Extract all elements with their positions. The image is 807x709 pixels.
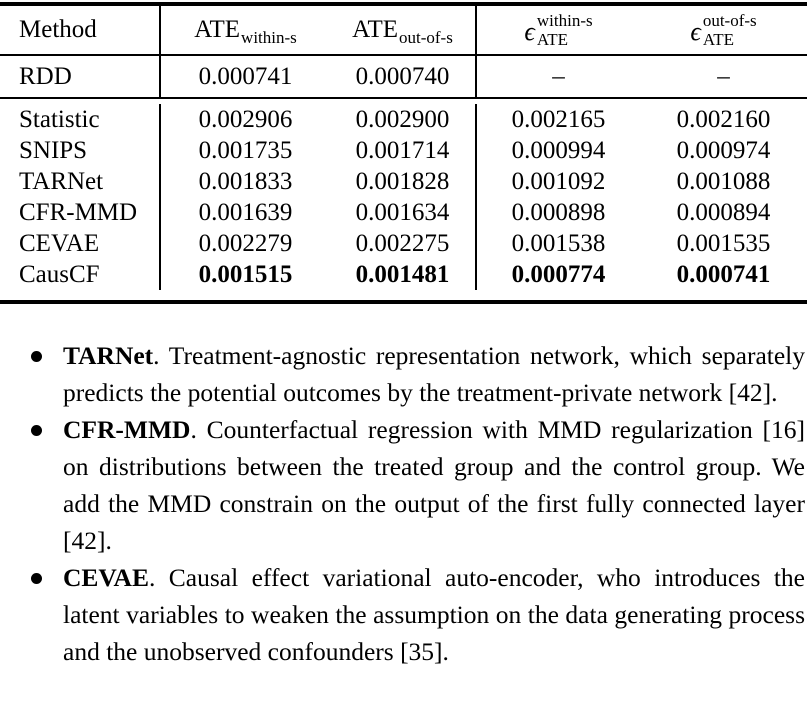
baselines-list bbox=[0, 337, 807, 670]
method-name: TARNet bbox=[19, 167, 104, 195]
method-name: CEVAE bbox=[19, 229, 100, 257]
table-row bbox=[0, 197, 807, 228]
method-name: RDD bbox=[19, 62, 72, 90]
value-cell: 0.001481 bbox=[330, 259, 477, 290]
value-cell: 0.000740 bbox=[330, 56, 477, 97]
value-cell: 0.000974 bbox=[676, 136, 771, 164]
value-cell: 0.001639 bbox=[198, 198, 293, 226]
list-item-cevae bbox=[0, 559, 807, 670]
row-method-cell bbox=[0, 104, 161, 135]
row-method-cell bbox=[0, 197, 161, 228]
method-term: CFR-MMD bbox=[63, 415, 191, 444]
value-cell: 0.000741 bbox=[676, 260, 771, 288]
header-method bbox=[0, 6, 161, 54]
bullet-icon bbox=[31, 351, 42, 362]
value-cell: – bbox=[552, 62, 565, 90]
bullet-icon bbox=[31, 425, 42, 436]
value-cell: 0.000774 bbox=[511, 260, 606, 288]
ate-label: ATE bbox=[352, 16, 398, 43]
value-cell: 0.000741 bbox=[198, 62, 293, 90]
value-cell: 0.001092 bbox=[511, 167, 606, 195]
value-cell: 0.001634 bbox=[330, 197, 477, 228]
value-cell: 0.002279 bbox=[198, 229, 293, 257]
value-cell: 0.002900 bbox=[330, 104, 477, 135]
results-table bbox=[0, 0, 807, 304]
method-description: . Counterfactual regression with MMD regularization [16] on distributions between the treated group and the control group. We add the MMD constrain on the output of the first fully connected layer [42]. bbox=[63, 415, 805, 555]
method-name: SNIPS bbox=[19, 136, 88, 164]
row-method-cell bbox=[0, 56, 161, 97]
method-term: TARNet bbox=[63, 341, 154, 370]
method-description: . Treatment-agnostic representation network, which separately predicts the potential outcomes by the treatment-private network [42]. bbox=[63, 341, 805, 407]
value-cell: 0.001714 bbox=[330, 135, 477, 166]
method-term: CEVAE bbox=[63, 563, 149, 592]
header-ate-within bbox=[161, 6, 330, 54]
method-description: . Causal effect variational auto-encoder, who introduces the latent variables to weaken the assumption on the data generating process and the unobserved confounders [35]. bbox=[63, 563, 805, 666]
header-ate-outofs bbox=[330, 6, 477, 54]
value-cell: 0.002160 bbox=[676, 105, 771, 133]
epsilon-symbol: ϵ bbox=[690, 17, 701, 46]
table-body bbox=[0, 99, 807, 300]
value-cell: 0.001088 bbox=[676, 167, 771, 195]
bullet-icon bbox=[31, 573, 42, 584]
epsilon-symbol: ϵ bbox=[524, 17, 535, 46]
table-row bbox=[0, 228, 807, 259]
row-method-cell bbox=[0, 135, 161, 166]
table-bottom-rule bbox=[0, 300, 807, 304]
ate-outofs-subscript: out-of-s bbox=[399, 28, 453, 47]
eps-ate-subscript: ATE bbox=[702, 30, 734, 49]
table-row-rdd bbox=[0, 56, 807, 97]
eps-outofs-superscript: out-of-s bbox=[702, 11, 757, 30]
table-row bbox=[0, 135, 807, 166]
value-cell: 0.001515 bbox=[198, 260, 293, 288]
table-row-causcf bbox=[0, 259, 807, 290]
ate-within-subscript: within-s bbox=[241, 28, 297, 47]
value-cell: 0.002275 bbox=[330, 228, 477, 259]
method-name: CFR-MMD bbox=[19, 198, 138, 226]
value-cell: 0.000894 bbox=[676, 198, 771, 226]
header-eps-outofs bbox=[640, 6, 807, 54]
value-cell: 0.000994 bbox=[511, 136, 606, 164]
row-method-cell bbox=[0, 166, 161, 197]
list-item-cfr-mmd bbox=[0, 411, 807, 559]
value-cell: 0.002165 bbox=[511, 105, 606, 133]
value-cell: 0.002906 bbox=[198, 105, 293, 133]
value-cell: 0.001735 bbox=[198, 136, 293, 164]
row-method-cell bbox=[0, 228, 161, 259]
value-cell: 0.001538 bbox=[511, 229, 606, 257]
value-cell: 0.001535 bbox=[676, 229, 771, 257]
row-method-cell bbox=[0, 259, 161, 290]
ate-label: ATE bbox=[194, 16, 241, 43]
eps-ate-subscript: ATE bbox=[536, 30, 569, 49]
method-name: CausCF bbox=[19, 260, 100, 288]
header-eps-within bbox=[477, 6, 640, 54]
value-cell: – bbox=[717, 62, 730, 90]
method-name: Statistic bbox=[19, 105, 100, 133]
header-method-label: Method bbox=[19, 16, 97, 43]
table-header-row bbox=[0, 6, 807, 54]
table-row bbox=[0, 166, 807, 197]
value-cell: 0.001828 bbox=[330, 166, 477, 197]
table-row bbox=[0, 104, 807, 135]
eps-within-superscript: within-s bbox=[536, 11, 593, 30]
list-item-tarnet bbox=[0, 337, 807, 411]
value-cell: 0.001833 bbox=[198, 167, 293, 195]
value-cell: 0.000898 bbox=[511, 198, 606, 226]
